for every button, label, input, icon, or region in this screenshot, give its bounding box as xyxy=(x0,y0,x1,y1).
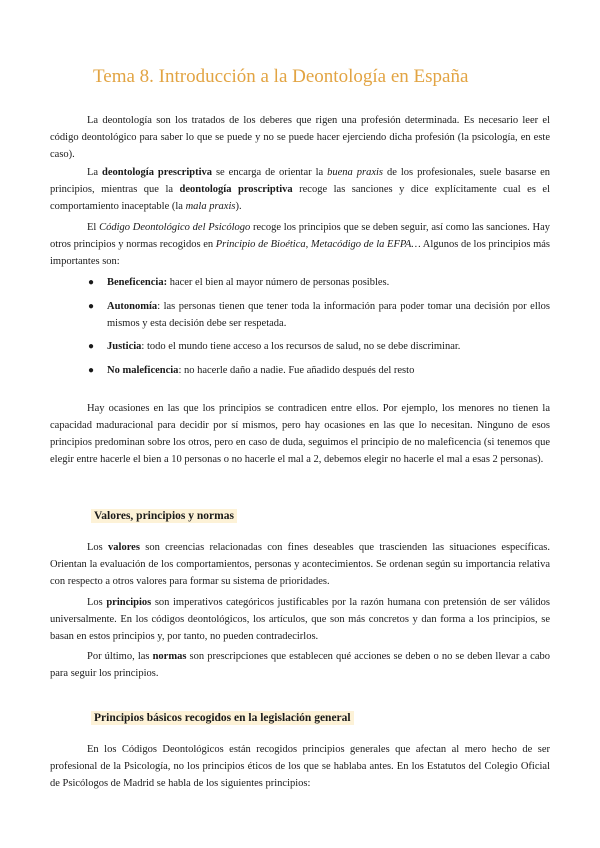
values-paragraph: Los valores son creencias relacionadas con fines deseables que trascienden las situaciones específicas. Orientan la evaluación de los comportamientos, personas y acontecimientos. Se ordenan según su importancia relativa con respecto a otros valores para formar su sistema de prioridades. xyxy=(50,542,550,587)
list-item: ● Justicia: todo el mundo tiene acceso a los recursos de salud, no se debe discriminar. xyxy=(50,338,550,355)
intro-paragraph: La deontología son los tratados de los deberes que rigen una profesión determinada. Es necesario leer el código deontológico para saber lo que se puede y no se puede hacer ejerciendo dicha profesión (la psicología, en este caso). xyxy=(50,115,550,160)
prescriptive-paragraph: La deontología prescriptiva se encarga de orientar la buena praxis de los profesionales, suele basarse en principios, mientras que la deontología proscriptiva recoge las sanciones y dice explícitamente cual es el comportamiento inaceptable (la mala praxis). xyxy=(50,167,551,212)
bullet-icon: ● xyxy=(88,301,95,312)
list-item: ● Autonomía: las personas tienen que tener toda la información para poder tomar una decisión por ellos mismos y esta decisión debe ser respetada. xyxy=(50,298,550,332)
bullet-icon: ● xyxy=(88,277,95,288)
page-title: Tema 8. Introducción a la Deontología en España xyxy=(93,66,469,87)
section-heading-legislation: Principios básicos recogidos en la legislación general xyxy=(91,711,354,725)
principles-paragraph: Los principios son imperativos categóricos justificables por la razón humana con pretensión de ser válidos universalmente. En los códigos deontológicos, los artículos, que son más concretos y dan forma a los principios, se basan en estos principios y, por tanto, no pueden contradecirlos. xyxy=(50,597,550,642)
section-heading-values: Valores, principios y normas xyxy=(91,509,237,523)
list-item: ● No maleficencia: no hacerle daño a nadie. Fue añadido después del resto xyxy=(50,362,550,379)
norms-paragraph: Por último, las normas son prescripciones que establecen qué acciones se deben o no se deben llevar a cabo para seguir los principios. xyxy=(50,651,550,679)
contradiction-paragraph: Hay ocasiones en las que los principios se contradicen entre ellos. Por ejemplo, los menores no tienen la capacidad maduracional para decidir por sí mismos, pero hay ocasiones en las que lo necesitan. Ninguno de esos principios predominan sobre los otros, pero en caso de duda, seguimos el principio de no maleficencia (si tenemos que elegir entre hacerle el bien a 10 personas o no hacerle el mal a 2, debemos elegir no hacerle el mal a esas 2 personas). xyxy=(50,403,550,465)
legislation-paragraph: En los Códigos Deontológicos están recogidos principios generales que afectan al mero hecho de ser profesional de la Psicología, no los principios éticos de los que se hablaba antes. En los Estatutos del Colegio Oficial de Psicólogos de Madrid se habla de los siguientes principios: xyxy=(50,744,550,789)
list-item: ● Beneficencia: hacer el bien al mayor número de personas posibles. xyxy=(50,274,550,291)
code-paragraph: El Código Deontológico del Psicólogo recoge los principios que se deben seguir, así como las sanciones. Hay otros principios y normas recogidos en Principio de Bioética, Metacódigo de la EFPA… Algunos de los principios más importantes son: xyxy=(50,222,550,267)
bullet-icon: ● xyxy=(88,341,95,352)
bullet-icon: ● xyxy=(88,365,95,376)
